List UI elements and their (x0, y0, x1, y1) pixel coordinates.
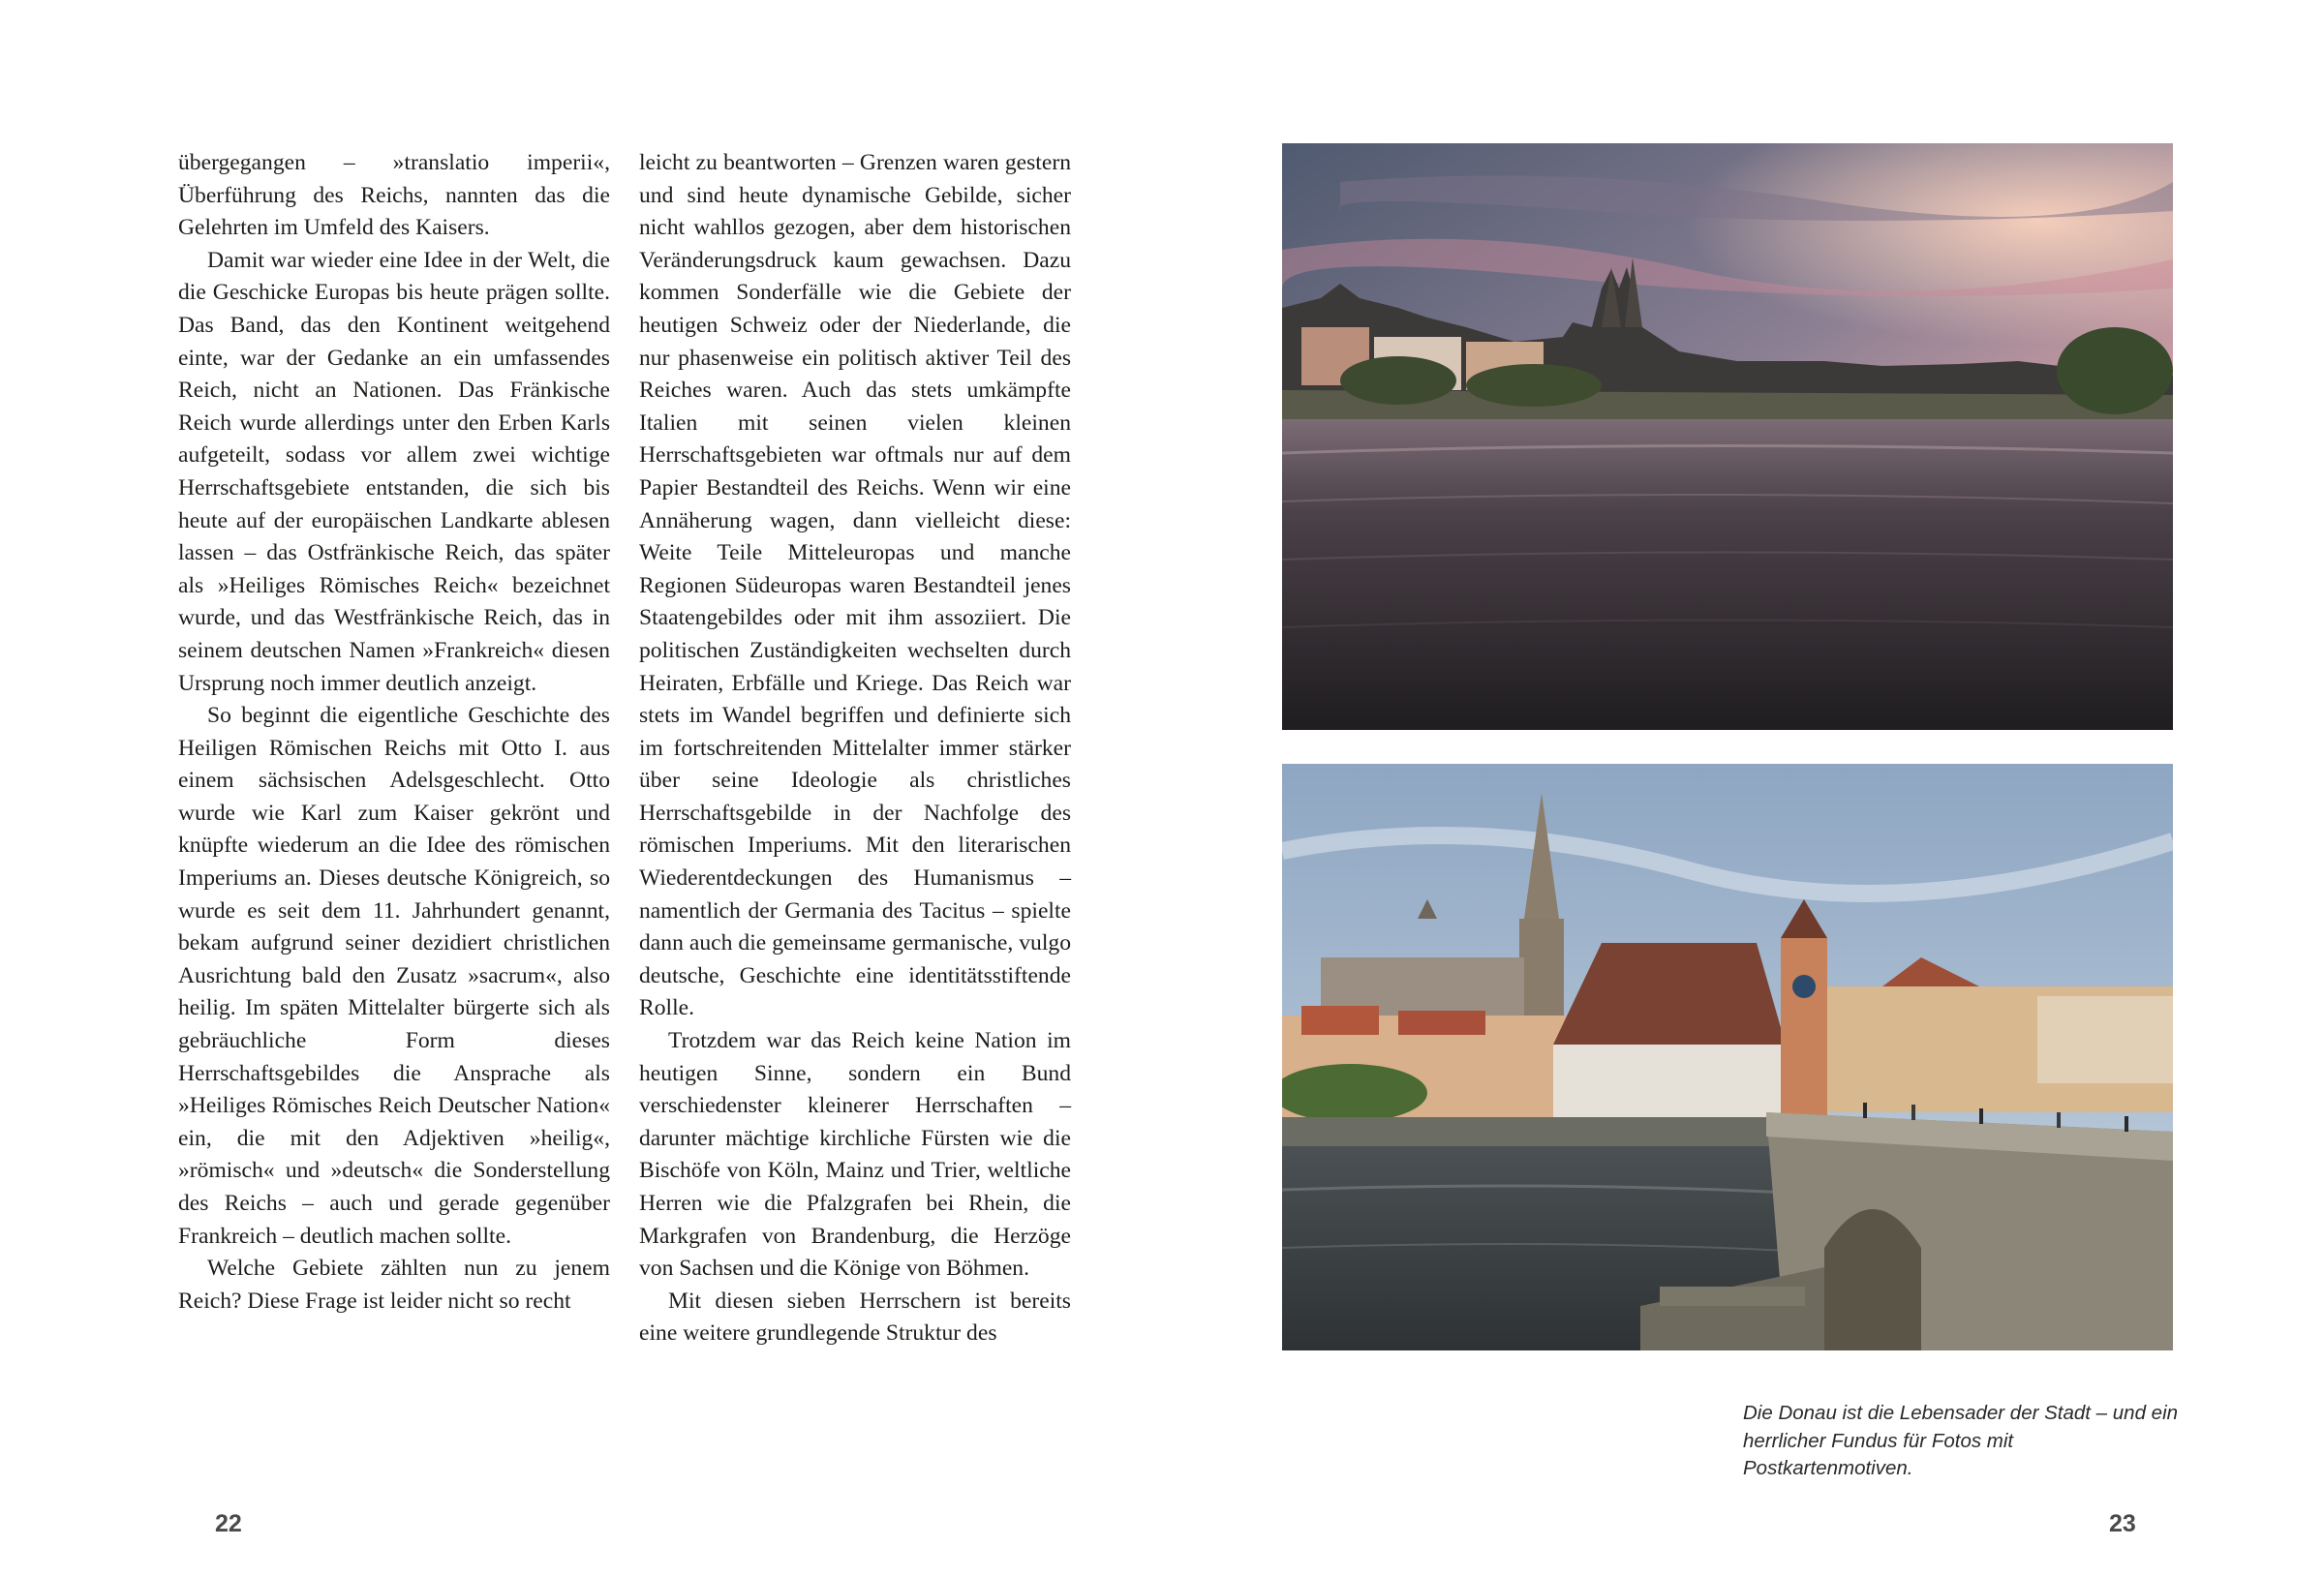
paragraph: Mit diesen sieben Herrschern ist bereits eine weitere grundlegende Struktur des (639, 1288, 1071, 1347)
text-column-left (178, 147, 610, 1318)
paragraph: übergegangen – »translatio imperii«, Überführung des Reichs, nannten das die Gelehrten im Umfeld des Kaisers. (178, 150, 610, 241)
page-number-right: 23 (2109, 1510, 2136, 1537)
paragraph: Welche Gebiete zählten nun zu jenem Reich? Diese Frage ist leider nicht so recht (178, 1256, 610, 1314)
sunset-river-illustration (1282, 143, 2173, 730)
paragraph: So beginnt die eigentliche Geschichte des Heiligen Römischen Reichs mit Otto I. aus einem sächsischen Adelsgeschlecht. Otto wurde wie Karl zum Kaiser gekrönt und knüpfte wiederum an die Idee des römischen Imperiums an. Dieses deutsche Königreich, so wurde es seit dem 11. Jahrhundert genannt, bekam aufgrund seiner dezidiert christlichen Ausrichtung bald den Zusatz »sacrum«, also heilig. Im späten Mittelalter bürgerte sich als gebräuchliche Form dieses Herrschaftsgebildes die Ansprache als »Heiliges Römisches Reich Deutscher Nation« ein, die mit den Adjektiven »heilig«, »römisch« und »deutsch« die Sonderstellung des Reichs – auch und gerade gegenüber Frankreich – deutlich machen sollte. (178, 703, 610, 1249)
stone-bridge-illustration (1282, 764, 2173, 1350)
photo-danube-sunset (1282, 143, 2173, 730)
photo-caption: Die Donau ist die Lebensader der Stadt – und ein herrlicher Fundus für Fotos mit Postkartenmotiven. (1743, 1402, 2179, 1479)
photo-stone-bridge (1282, 764, 2173, 1350)
text-column-right (639, 147, 1071, 1350)
paragraph: Damit war wieder eine Idee in der Welt, die die Geschicke Europas bis heute prägen sollte. Das Band, das den Kontinent weitgehend einte, war der Gedanke an ein umfassendes Reich, nicht an Nationen. Das Fränkische Reich wurde allerdings unter den Erben Karls aufgeteilt, sodass vor allem zwei wichtige Herrschaftsgebiete entstanden, die sich bis heute auf der europäischen Landkarte ablesen lassen – das Ostfränkische Reich, das später als »Heiliges Römisches Reich« bezeichnet wurde, und das Westfränkische Reich, das in seinem deutschen Namen »Frankreich« diesen Ursprung noch immer deutlich anzeigt. (178, 247, 610, 696)
paragraph: Trotzdem war das Reich keine Nation im heutigen Sinne, sondern ein Bund verschiedenster kleinerer Herrschaften – darunter mächtige kirchliche Fürsten wie die Bischöfe von Köln, Mainz und Trier, weltliche Herren wie die Pfalzgrafen bei Rhein, die Markgrafen von Brandenburg, die Herzöge von Sachsen und die Könige von Böhmen. (639, 1028, 1071, 1282)
paragraph: leicht zu beantworten – Grenzen waren gestern und sind heute dynamische Gebilde, sicher nicht wahllos gezogen, aber dem historischen Veränderungsdruck kaum gewachsen. Dazu kommen Sonderfälle wie die Gebiete der heutigen Schweiz oder der Niederlande, die nur phasenweise ein politisch aktiver Teil des Reiches waren. Auch das stets umkämpfte Italien mit seinen vielen kleinen Herrschaftsgebieten war oftmals nur auf dem Papier Bestandteil des Reichs. Wenn wir eine Annäherung wagen, dann vielleicht diese: Weite Teile Mitteleuropas und manche Regionen Südeuropas waren Bestandteil jenes Staatengebildes oder mit ihm assoziiert. Die politischen Zuständigkeiten wechselten durch Heiraten, Erbfälle und Kriege. Das Reich war stets im Wandel begriffen und definierte sich im fortschreitenden Mittelalter immer stärker über seine Ideologie als christliches Herrschaftsgebilde in der Nachfolge des römischen Imperiums. Mit den literarischen Wiederentdeckungen des Humanismus – namentlich der Germania des Tacitus – spielte dann auch die gemeinsame germanische, vulgo deutsche, Geschichte eine identitätsstiftende Rolle. (639, 150, 1071, 1021)
page-number-left: 22 (215, 1510, 242, 1537)
